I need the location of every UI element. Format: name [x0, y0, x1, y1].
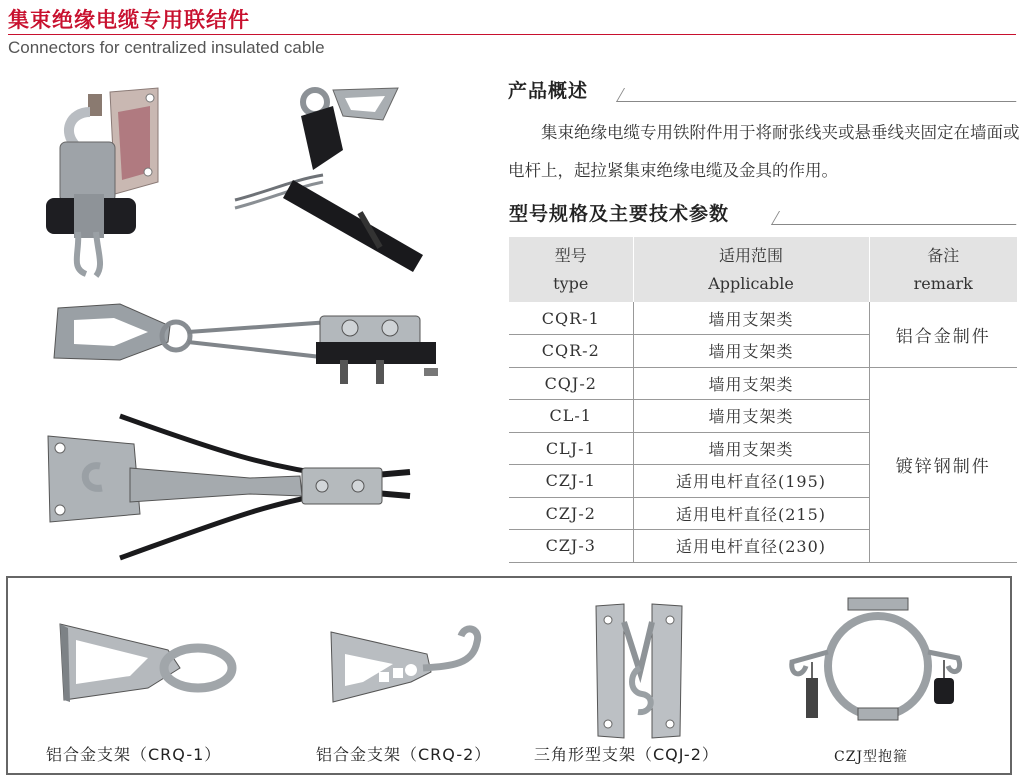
cell-applicable: 适用电杆直径(230) — [633, 530, 869, 563]
product-photo-strain-clamp-assembly — [40, 300, 440, 400]
cell-applicable: 墙用支架类 — [633, 302, 869, 335]
product-photo-wall-bracket-clamp — [40, 82, 170, 282]
specs-heading-tail — [771, 211, 1023, 225]
gallery-caption-crq1: 铝合金支架（CRQ-1） — [46, 745, 222, 764]
cell-applicable: 墙用支架类 — [633, 367, 869, 400]
cell-applicable: 适用电杆直径(195) — [633, 465, 869, 498]
cell-type: CZJ-1 — [509, 465, 633, 498]
overview-heading: 产品概述 — [508, 80, 589, 102]
cell-applicable: 适用电杆直径(215) — [633, 497, 869, 530]
specs-table — [509, 237, 1017, 563]
cell-remark-aluminum: 铝合金制件 — [869, 302, 1017, 367]
gallery-photo-cqj2 — [590, 602, 690, 742]
column-header-applicable: 适用范围 Applicable — [633, 237, 869, 302]
product-photo-wall-bracket-cable — [40, 412, 420, 562]
cell-applicable: 墙用支架类 — [633, 400, 869, 433]
page-title: 集束绝缘电缆专用联结件 — [8, 8, 250, 32]
cell-type: CLJ-1 — [509, 432, 633, 465]
gallery-caption-cqj2: 三角形型支架（CQJ-2） — [534, 745, 719, 764]
gallery-caption-crq2: 铝合金支架（CRQ-2） — [316, 745, 492, 764]
table-header-row — [509, 237, 1017, 302]
product-gallery — [6, 576, 1012, 775]
cell-remark-steel: 镀锌钢制件 — [869, 367, 1017, 562]
title-divider — [8, 34, 1016, 35]
column-header-type: 型号 type — [509, 237, 633, 302]
overview-heading-tail — [616, 88, 1023, 102]
page-subtitle: Connectors for centralized insulated cable — [8, 38, 325, 57]
table-row — [509, 302, 1017, 335]
column-header-remark: 备注 remark — [869, 237, 1017, 302]
gallery-caption-czj: CZJ型抱箍 — [834, 749, 909, 765]
specs-heading: 型号规格及主要技术参数 — [509, 203, 730, 225]
cell-type: CQR-1 — [509, 302, 633, 335]
cell-type: CQJ-2 — [509, 367, 633, 400]
product-photo-suspension-clamp — [233, 80, 433, 280]
cell-applicable: 墙用支架类 — [633, 432, 869, 465]
cell-type: CZJ-2 — [509, 497, 633, 530]
cell-type: CQR-2 — [509, 335, 633, 368]
cell-type: CZJ-3 — [509, 530, 633, 563]
gallery-photo-crq1 — [48, 618, 238, 718]
gallery-photo-crq2 — [323, 618, 503, 718]
gallery-photo-czj — [788, 592, 968, 742]
table-row — [509, 367, 1017, 400]
cell-type: CL-1 — [509, 400, 633, 433]
cell-applicable: 墙用支架类 — [633, 335, 869, 368]
overview-text: 集束绝缘电缆专用铁附件用于将耐张线夹或悬垂线夹固定在墙面或电杆上，起拉紧集束绝缘电缆及金具的作用。 — [508, 123, 1020, 180]
